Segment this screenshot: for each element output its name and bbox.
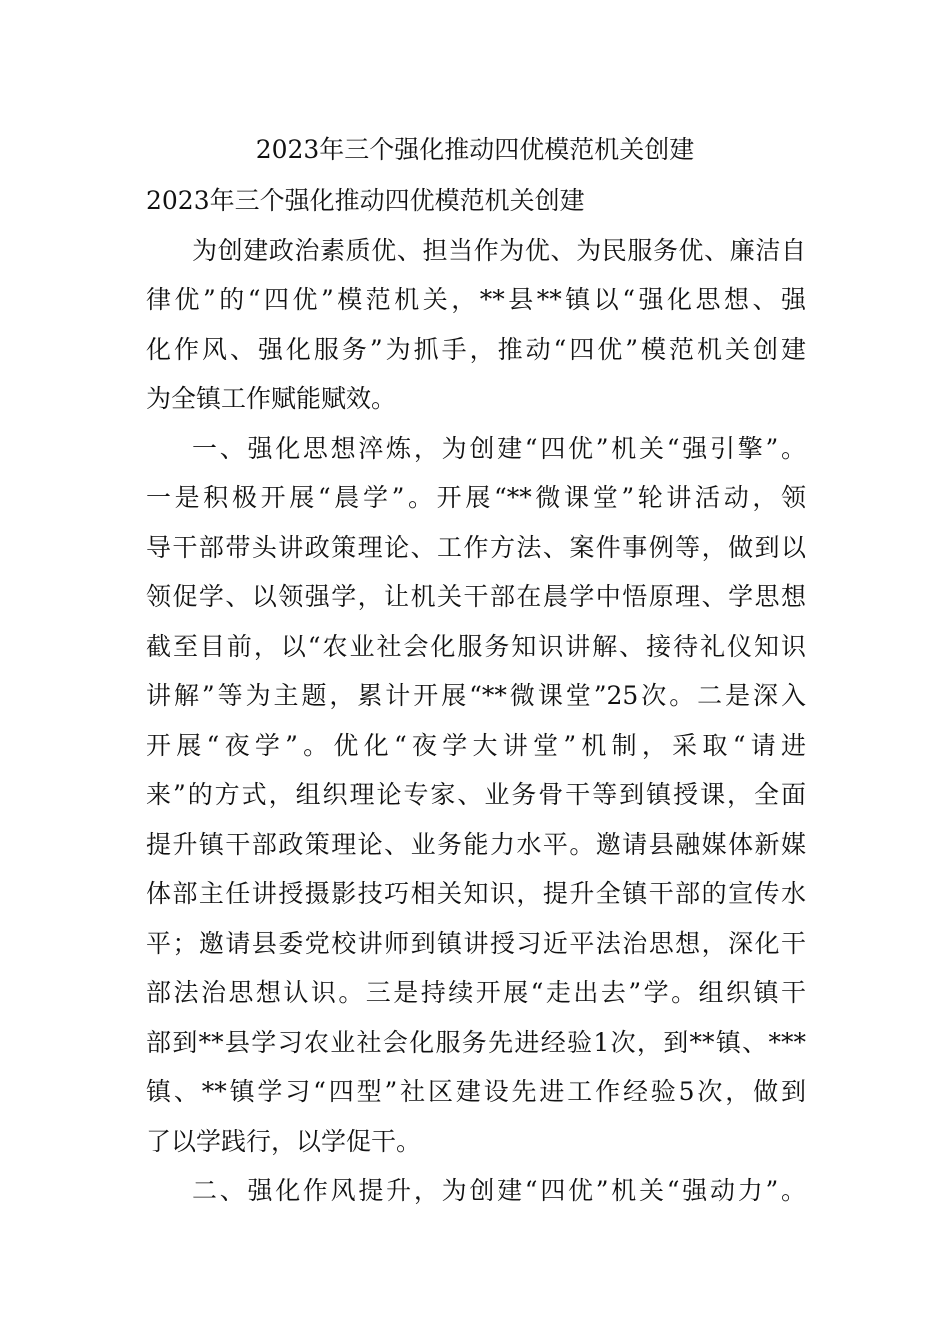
body-line: 导干部带头讲政策理论、工作方法、案件事例等，做到以 xyxy=(146,532,806,562)
section-heading: 二、强化作风提升，为创建“四优”机关“强动力”。 xyxy=(192,1176,806,1205)
document-title: 2023年三个强化推动四优模范机关创建 xyxy=(255,135,695,164)
body-line: 体部主任讲授摄影技巧相关知识，提升全镇干部的宣传水 xyxy=(146,879,806,908)
body-line: 了以学践行，以学促干。 xyxy=(146,1126,422,1156)
body-line: 化作风、强化服务”为抓手，推动“四优”模范机关创建 xyxy=(146,334,806,364)
body-line: 律优”的“四优”模范机关，**县**镇以“强化思想、强 xyxy=(146,285,806,314)
body-line: 讲解”等为主题，累计开展“**微课堂”25次。二是深入 xyxy=(146,681,806,710)
body-line: 为全镇工作赋能赋效。 xyxy=(146,384,397,413)
document-subtitle: 2023年三个强化推动四优模范机关创建 xyxy=(146,186,585,215)
body-line: 为创建政治素质优、担当作为优、为民服务优、廉洁自 xyxy=(192,235,806,265)
body-line: 部到**县学习农业社会化服务先进经验1次，到**镇、*** xyxy=(146,1027,806,1057)
body-line: 来”的方式，组织理论专家、业务骨干等到镇授课，全面 xyxy=(146,780,806,809)
body-line: 镇、**镇学习“四型”社区建设先进工作经验5次，做到 xyxy=(146,1077,806,1106)
body-line: 开展“夜学”。优化“夜学大讲堂”机制，采取“请进 xyxy=(146,730,806,760)
body-line: 领促学、以领强学，让机关干部在晨学中悟原理、学思想 xyxy=(146,582,806,611)
section-heading: 一、强化思想淬炼，为创建“四优”机关“强引擎”。 xyxy=(192,433,806,463)
body-line: 一是积极开展“晨学”。开展“**微课堂”轮讲活动，领 xyxy=(146,483,806,512)
body-line: 提升镇干部政策理论、业务能力水平。邀请县融媒体新媒 xyxy=(146,829,806,859)
body-line: 部法治思想认识。三是持续开展“走出去”学。组织镇干 xyxy=(146,978,806,1007)
document-body xyxy=(146,176,806,1216)
body-line: 截至目前，以“农业社会化服务知识讲解、接待礼仪知识 xyxy=(146,631,806,661)
body-line: 平；邀请县委党校讲师到镇讲授习近平法治思想，深化干 xyxy=(146,928,806,958)
